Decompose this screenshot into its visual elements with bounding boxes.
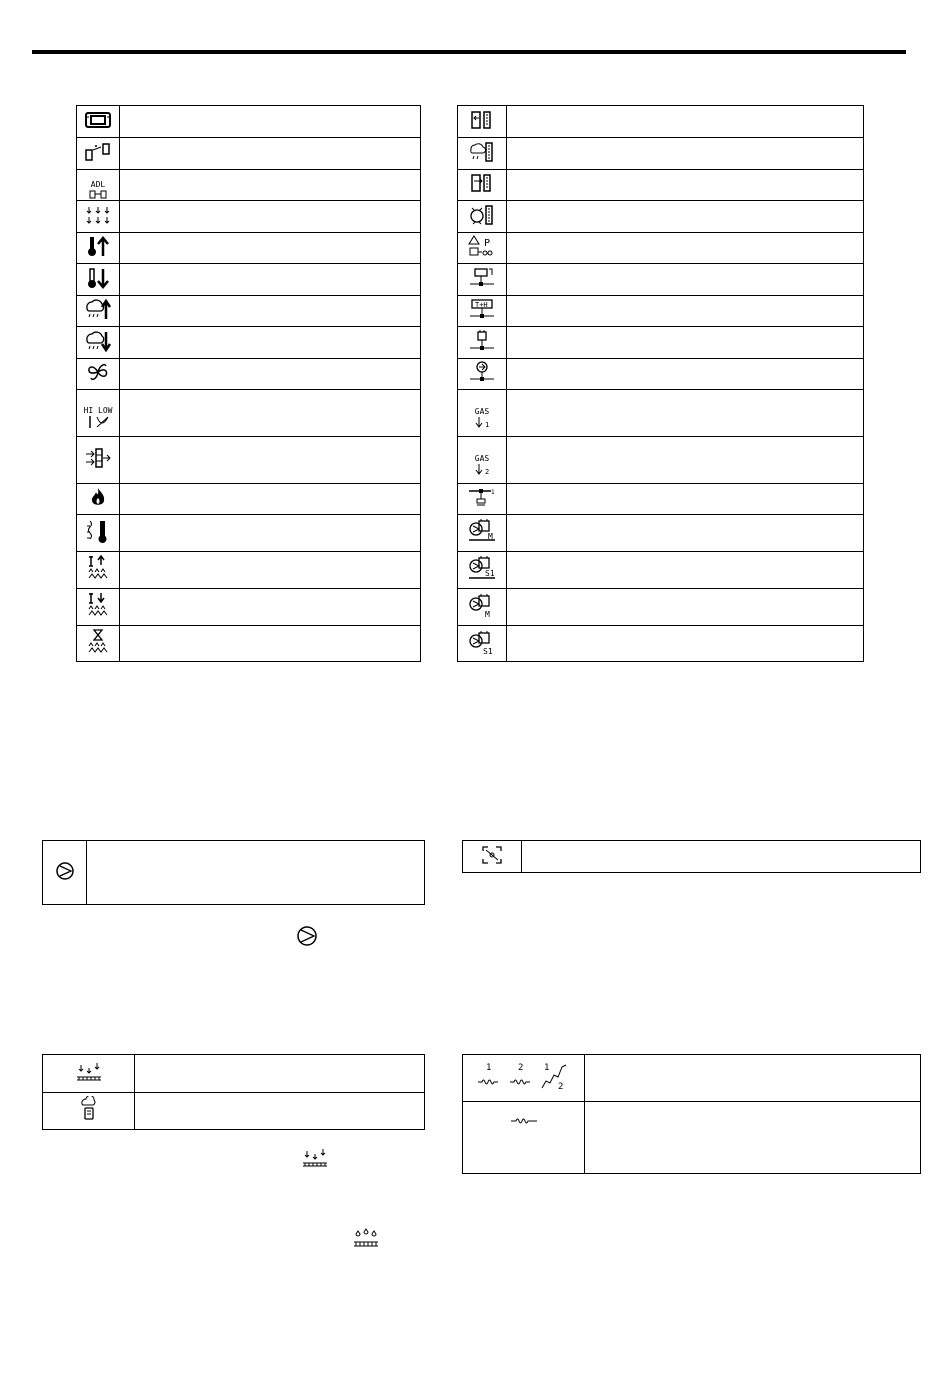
table-row — [120, 359, 421, 390]
table-row — [507, 233, 864, 264]
table-row — [120, 264, 421, 296]
drip-tray-inline-icon — [352, 1226, 380, 1254]
table-row — [507, 589, 864, 626]
table-row — [135, 1055, 425, 1093]
humidifier-time-icon — [85, 628, 111, 656]
defrost-tray-icon — [75, 1060, 103, 1084]
table-row — [507, 437, 864, 484]
compressor-s1-icon — [467, 553, 497, 583]
table-row — [120, 552, 421, 589]
panel-in-icon — [469, 110, 495, 130]
heater-stage-table — [462, 1054, 921, 1174]
heater-stages-icon — [476, 1061, 572, 1091]
table-row — [507, 201, 864, 233]
hi-low-alarm-icon — [84, 407, 113, 429]
table-row — [507, 327, 864, 359]
table-row — [522, 841, 921, 873]
module-link-icon — [84, 142, 112, 162]
stage-1-label: 1 — [485, 1063, 491, 1073]
table-row — [135, 1093, 425, 1130]
gas-1-label: GAS — [474, 406, 490, 416]
hi-low-label: HI LOW — [83, 405, 113, 415]
table-row — [507, 359, 864, 390]
fan-icon — [85, 361, 111, 383]
stage-2-label-b: 2 — [557, 1082, 563, 1091]
motor-m-icon — [467, 590, 497, 620]
flame-icon — [87, 486, 109, 508]
stage-1-2-label: 1 — [543, 1063, 549, 1073]
table-row — [507, 390, 864, 437]
defrost-drip-icon — [85, 204, 111, 226]
th-label: T+H — [475, 301, 488, 309]
motor-s1-icon — [467, 627, 497, 657]
humidity-panel-icon — [469, 141, 495, 163]
adl-label: ADL — [90, 179, 106, 189]
compressor-icon — [55, 861, 75, 881]
gas-2-number: 2 — [485, 467, 490, 475]
humidistat-icon — [468, 360, 496, 384]
table-row — [120, 626, 421, 662]
table-row — [507, 138, 864, 170]
stage-2-label: 2 — [517, 1063, 523, 1073]
contact-1-icon — [467, 486, 497, 508]
humidifier-down-icon — [85, 591, 111, 619]
table-row — [120, 589, 421, 626]
gas-1-icon — [470, 408, 494, 428]
humidity-up-icon — [84, 298, 112, 320]
pressure-switch-icon — [468, 234, 496, 258]
temperature-down-icon — [85, 267, 111, 289]
header-rule — [32, 50, 906, 54]
heater-icon — [509, 1115, 539, 1127]
table-row — [120, 170, 421, 201]
humidity-down-icon — [84, 330, 112, 352]
gas-2-label: GAS — [474, 453, 490, 463]
drain-heater-icon — [78, 1096, 100, 1122]
condenser-table — [462, 840, 921, 873]
s1-label: S1 — [485, 569, 495, 578]
left-symbol-table — [76, 105, 421, 662]
compressor-table — [42, 840, 425, 905]
table-row — [120, 201, 421, 233]
table-row — [120, 390, 421, 437]
alarm-panel-icon — [469, 204, 495, 226]
gas-1-number: 1 — [485, 420, 490, 428]
table-row — [585, 1055, 921, 1102]
table-row — [507, 296, 864, 327]
m-label: M — [488, 532, 493, 541]
table-row — [120, 106, 421, 138]
table-row — [507, 264, 864, 296]
defrost-table — [42, 1054, 425, 1130]
table-row — [120, 484, 421, 515]
m-label: M — [485, 610, 490, 619]
table-row — [120, 138, 421, 170]
table-row — [507, 484, 864, 515]
table-row — [585, 1102, 921, 1174]
table-row — [507, 515, 864, 552]
th-sensor-icon — [468, 297, 496, 321]
table-row — [120, 327, 421, 359]
table-row — [120, 515, 421, 552]
condenser-icon — [480, 845, 504, 865]
display-unit-icon — [85, 112, 111, 128]
temperature-up-icon — [85, 235, 111, 257]
valve-1-icon — [468, 266, 496, 290]
humidifier-up-icon — [85, 554, 111, 582]
pressure-label: P — [484, 238, 491, 249]
table-row — [507, 552, 864, 589]
panel-out-icon — [469, 173, 495, 193]
probe-icon — [468, 329, 496, 353]
table-row — [120, 296, 421, 327]
temperature-humidity-icon — [85, 518, 111, 544]
table-row — [507, 626, 864, 662]
adl-module-icon — [87, 181, 109, 199]
compressor-m-icon — [467, 516, 497, 546]
defrost-tray-inline-icon — [301, 1146, 329, 1174]
svg-text:1: 1 — [491, 489, 495, 496]
table-row — [120, 437, 421, 484]
table-row — [507, 170, 864, 201]
table-row — [507, 106, 864, 138]
compressor-inline-icon — [296, 925, 318, 951]
right-symbol-table — [457, 105, 864, 662]
table-row — [120, 233, 421, 264]
s1-label: S1 — [483, 646, 493, 656]
table-row — [87, 841, 425, 905]
module-transfer-icon — [84, 447, 112, 469]
gas-2-icon — [470, 455, 494, 475]
